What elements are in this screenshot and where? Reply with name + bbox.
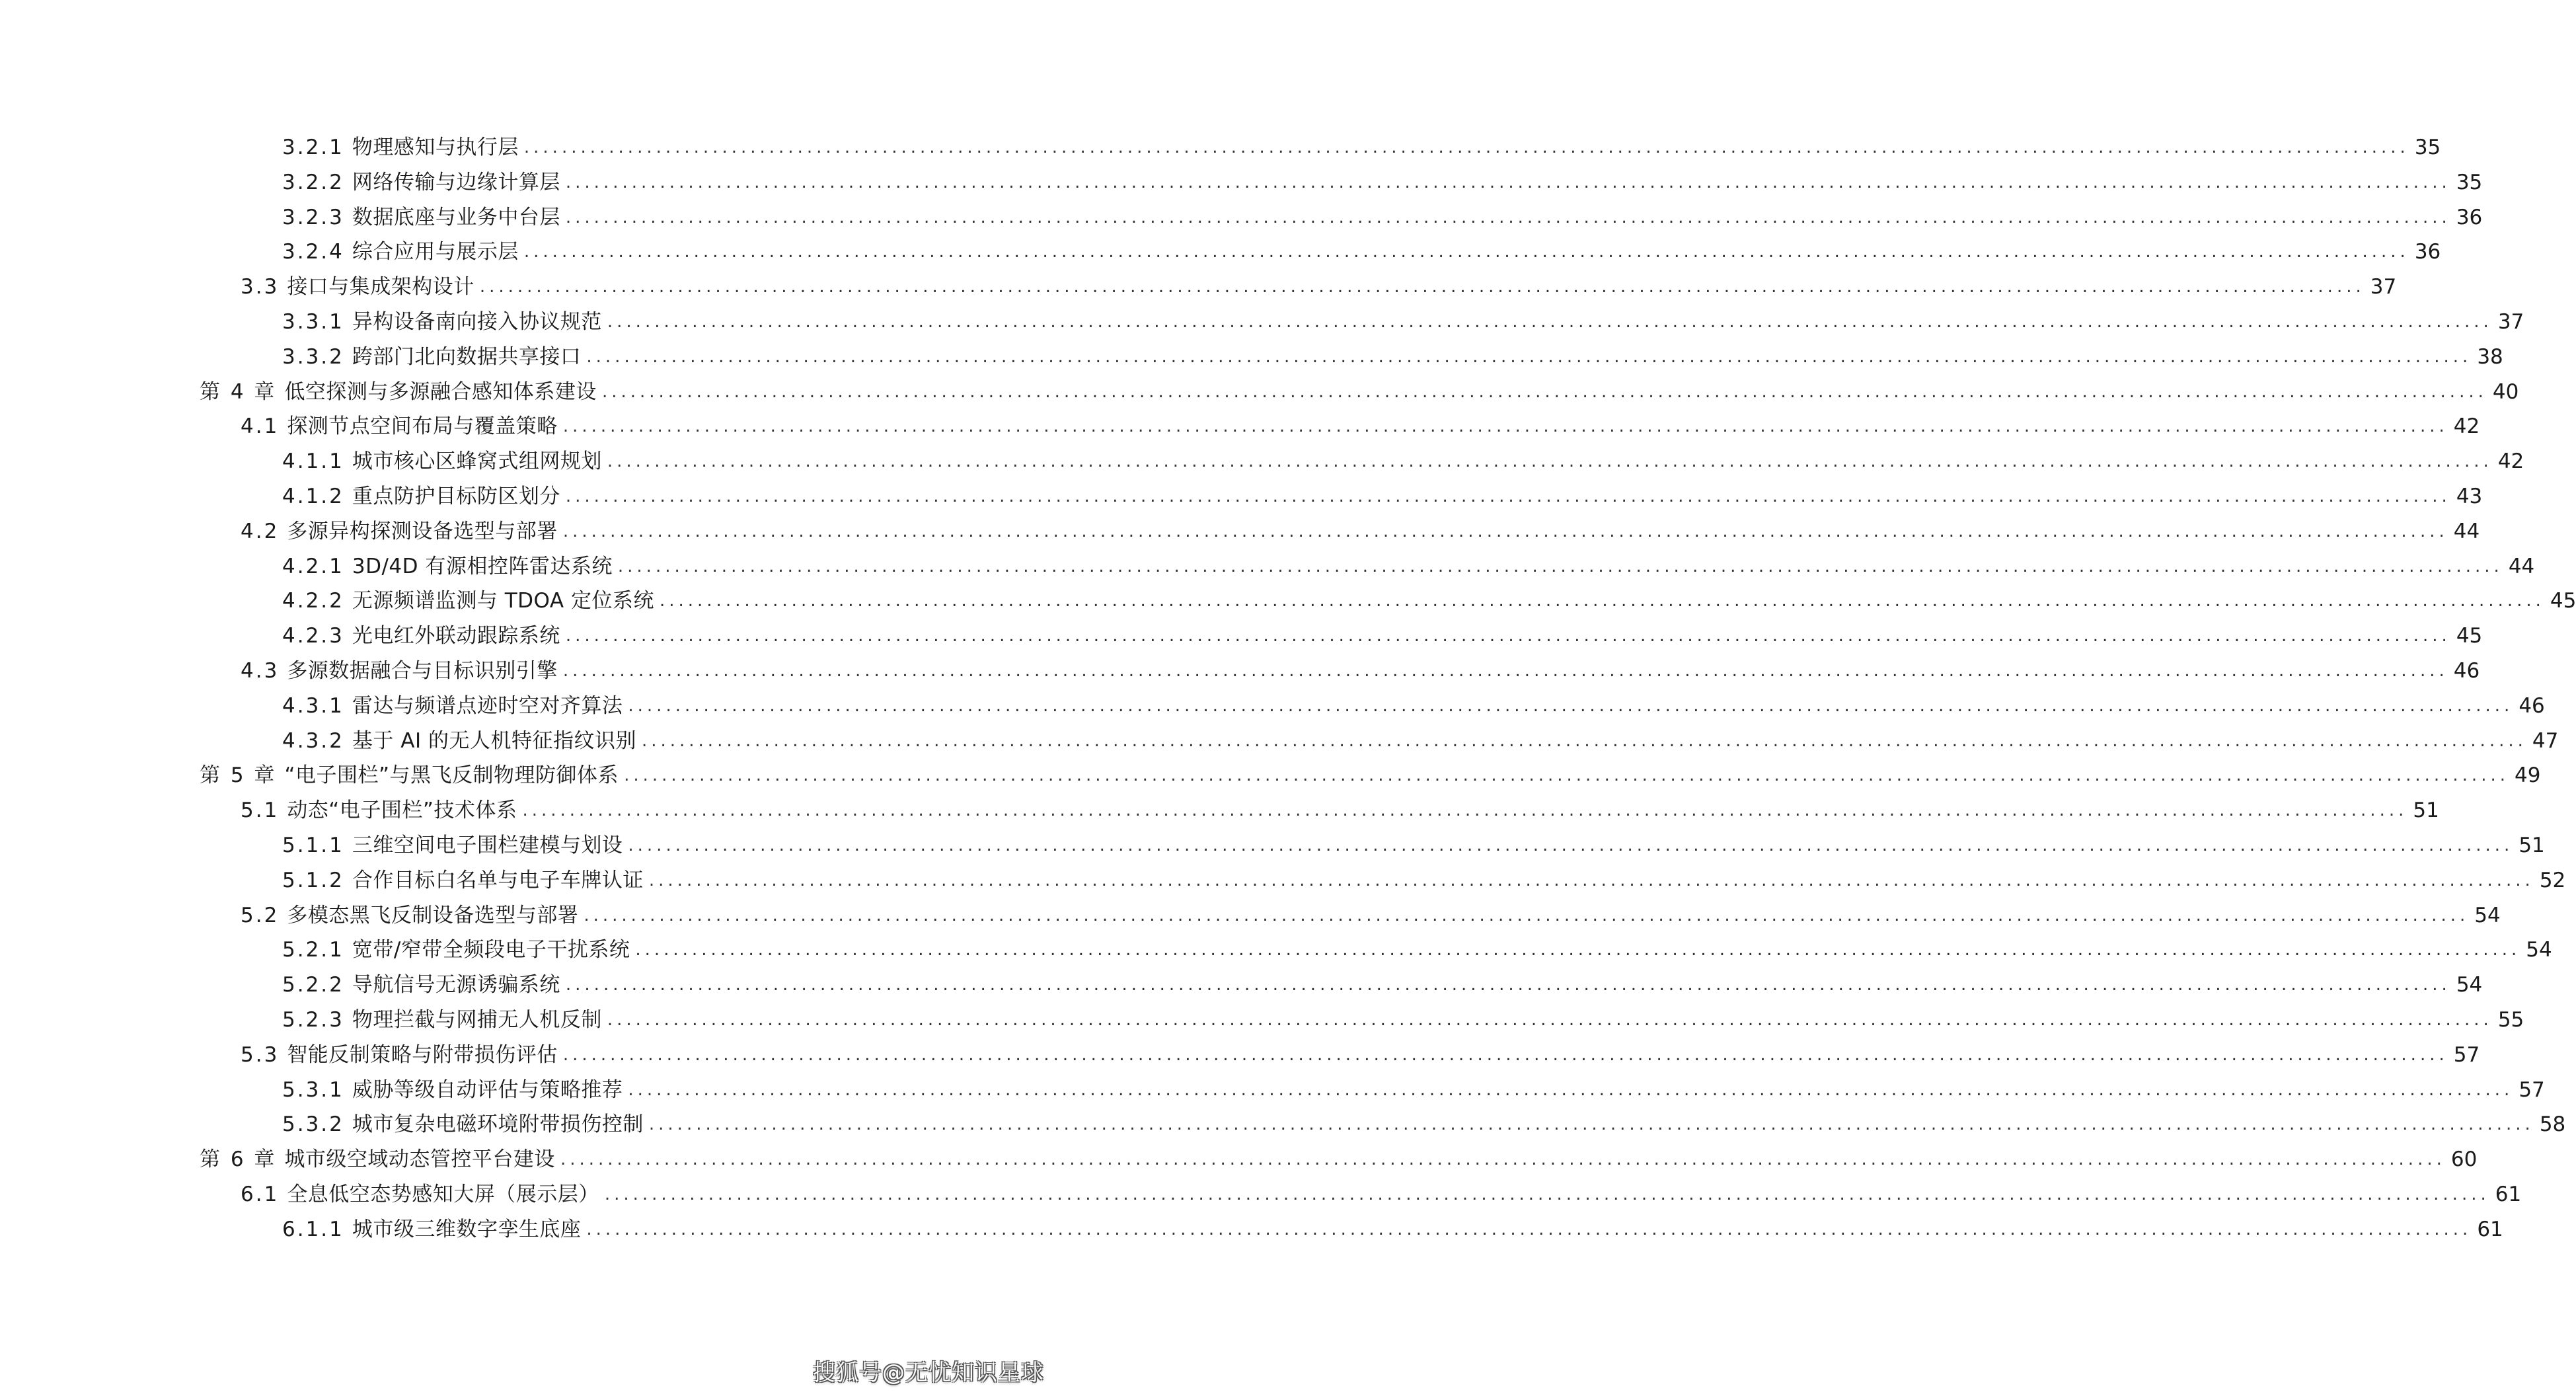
toc-dot-leader: ........................................................................................................................................................................................................ — [522, 800, 2408, 821]
toc-entry[interactable] — [282, 1106, 2566, 1142]
toc-entry-page: 47 — [2532, 728, 2559, 753]
toc-entry[interactable] — [241, 793, 2439, 828]
toc-entry[interactable] — [241, 408, 2480, 444]
toc-entry-page: 38 — [2477, 344, 2503, 369]
toc-entry-page: 60 — [2450, 1147, 2478, 1172]
toc-entry-number: 3.2.1 — [282, 136, 344, 159]
toc-entry-title: 数据底座与业务中台层 — [352, 205, 560, 229]
toc-entry-label — [282, 618, 560, 654]
toc-entry-label — [282, 583, 654, 619]
toc-entry-page: 57 — [2453, 1042, 2480, 1067]
toc-entry-label — [282, 723, 636, 759]
toc-entry-title: 重点防护目标防区划分 — [352, 485, 560, 508]
toc-entry[interactable] — [282, 1002, 2524, 1038]
toc-entry-label — [241, 1177, 599, 1212]
toc-entry-number: 4.3 — [241, 659, 280, 683]
toc-entry-title: 基于 AI 的无人机特征指纹识别 — [352, 728, 636, 753]
toc-entry[interactable] — [282, 479, 2483, 514]
toc-entry[interactable] — [241, 269, 2397, 305]
toc-entry[interactable] — [200, 374, 2519, 410]
toc-entry[interactable] — [282, 444, 2524, 479]
toc-entry[interactable] — [282, 932, 2552, 968]
toc-entry-label — [282, 165, 560, 200]
toc-entry-page: 61 — [2495, 1183, 2522, 1206]
toc-entry-title: 雷达与频谱点迹时空对齐算法 — [352, 693, 623, 718]
toc-dot-leader: ........................................................................................................................................................................................................ — [624, 765, 2509, 786]
toc-entry-page: 45 — [2456, 624, 2483, 648]
toc-entry-title: 3D/4D 有源相控阵雷达系统 — [352, 554, 613, 578]
toc-entry-number: 3.3.2 — [282, 344, 344, 369]
toc-entry-number: 4.1.1 — [282, 449, 344, 474]
toc-entry[interactable] — [282, 967, 2483, 1003]
toc-entry-number: 第 5 章 — [200, 763, 277, 788]
toc-entry-number: 5.3 — [241, 1042, 280, 1067]
toc-dot-leader: ........................................................................................................................................................................................................ — [607, 451, 2493, 472]
toc-entry-title: 威胁等级自动评估与策略推荐 — [352, 1077, 623, 1102]
toc-dot-leader: ........................................................................................................................................................................................................ — [641, 730, 2527, 751]
toc-entry[interactable] — [282, 549, 2535, 584]
toc-dot-leader: ........................................................................................................................................................................................................ — [659, 591, 2545, 611]
toc-entry-page: 54 — [2474, 903, 2501, 927]
toc-entry-page: 42 — [2453, 414, 2480, 439]
toc-entry-title: 全息低空态势感知大屏（展示层） — [287, 1183, 599, 1206]
toc-entry-label — [200, 374, 597, 410]
toc-dot-leader: ........................................................................................................................................................................................................ — [479, 277, 2365, 297]
toc-entry-page: 43 — [2456, 485, 2483, 508]
toc-entry-page: 54 — [2456, 973, 2483, 997]
toc-entry-label — [282, 304, 602, 340]
toc-entry-label — [241, 514, 558, 549]
toc-entry-page: 61 — [2477, 1217, 2503, 1241]
toc-entry-page: 46 — [2519, 693, 2545, 718]
toc-dot-leader: ........................................................................................................................................................................................................ — [584, 905, 2470, 925]
toc-entry-label — [282, 549, 613, 584]
toc-dot-leader: ........................................................................................................................................................................................................ — [628, 1079, 2514, 1100]
toc-entry[interactable] — [282, 723, 2559, 759]
toc-entry[interactable] — [282, 688, 2545, 724]
toc-entry-label — [241, 898, 578, 933]
toc-entry-page: 37 — [2370, 275, 2397, 299]
toc-entry-page: 36 — [2414, 240, 2441, 264]
toc-entry-number: 5.2.1 — [282, 938, 344, 962]
toc-entry-page: 49 — [2515, 763, 2541, 788]
toc-entry[interactable] — [200, 1142, 2478, 1177]
toc-entry-title: 动态“电子围栏”技术体系 — [287, 798, 517, 823]
toc-entry-label — [282, 339, 581, 375]
toc-entry-page: 51 — [2413, 798, 2439, 823]
toc-entry-number: 5.2.2 — [282, 973, 344, 997]
toc-dot-leader: ........................................................................................................................................................................................................ — [565, 172, 2451, 192]
toc-dot-leader: ........................................................................................................................................................................................................ — [607, 312, 2493, 332]
toc-dot-leader: ........................................................................................................................................................................................................ — [523, 137, 2409, 157]
toc-dot-leader: ........................................................................................................................................................................................................ — [648, 1114, 2534, 1135]
toc-entry-label — [282, 130, 519, 165]
toc-entry[interactable] — [282, 828, 2545, 863]
toc-entry-page: 46 — [2453, 659, 2480, 683]
toc-entry-label — [282, 1002, 602, 1038]
toc-entry-title: 网络传输与边缘计算层 — [352, 170, 560, 194]
toc-entry-title: 光电红外联动跟踪系统 — [352, 624, 560, 648]
toc-dot-leader: ........................................................................................................................................................................................................ — [604, 1184, 2490, 1204]
toc-entry[interactable] — [241, 898, 2501, 933]
toc-dot-leader: ........................................................................................................................................................................................................ — [565, 207, 2451, 227]
toc-entry-title: 接口与集成架构设计 — [287, 275, 474, 299]
toc-dot-leader: ........................................................................................................................................................................................................ — [523, 242, 2409, 262]
toc-entry-label — [282, 967, 560, 1003]
toc-entry[interactable] — [282, 339, 2503, 375]
toc-entry-number: 4.3.2 — [282, 728, 344, 753]
toc-dot-leader: ........................................................................................................................................................................................................ — [607, 1010, 2493, 1030]
toc-entry-label — [282, 828, 623, 863]
toc-entry[interactable] — [241, 1177, 2522, 1212]
toc-entry-number: 6.1 — [241, 1183, 280, 1206]
toc-entry-number: 4.2 — [241, 519, 280, 543]
toc-entry[interactable] — [282, 618, 2483, 654]
toc-entry-title: 城市级三维数字孪生底座 — [352, 1217, 582, 1241]
toc-entry-title: 三维空间电子围栏建模与划设 — [352, 834, 623, 857]
toc-entry-number: 4.2.1 — [282, 554, 344, 578]
toc-entry-label — [241, 793, 517, 828]
toc-entry-label — [282, 1212, 581, 1247]
toc-dot-leader: ........................................................................................................................................................................................................ — [648, 870, 2534, 890]
toc-entry-number: 4.1.2 — [282, 485, 344, 508]
toc-entry-label — [282, 234, 519, 270]
toc-entry-number: 3.2.2 — [282, 170, 344, 194]
toc-entry-page: 45 — [2550, 589, 2576, 613]
toc-entry[interactable] — [282, 583, 2576, 619]
toc-entry-title: 综合应用与展示层 — [352, 240, 519, 264]
toc-entry-title: 城市核心区蜂窝式组网规划 — [352, 449, 602, 474]
toc-entry[interactable] — [282, 200, 2483, 235]
toc-dot-leader: ........................................................................................................................................................................................................ — [565, 486, 2451, 506]
toc-entry-number: 5.1.2 — [282, 868, 344, 892]
toc-entry-label — [200, 1142, 555, 1177]
toc-entry-title: “电子围栏”与黑飞反制物理防御体系 — [284, 763, 619, 788]
toc-entry[interactable] — [282, 1072, 2545, 1108]
toc-entry[interactable] — [282, 130, 2441, 165]
toc-dot-leader: ........................................................................................................................................................................................................ — [565, 975, 2451, 995]
toc-dot-leader: ........................................................................................................................................................................................................ — [635, 940, 2521, 960]
watermark: 搜狐号@无忧知识星球 — [813, 1360, 1044, 1386]
toc-entry[interactable] — [241, 653, 2480, 689]
toc-entry-title: 多源异构探测设备选型与部署 — [287, 519, 558, 543]
toc-entry-page: 44 — [2508, 554, 2535, 578]
toc-dot-leader: ........................................................................................................................................................................................................ — [565, 626, 2451, 646]
toc-entry-page: 57 — [2519, 1077, 2545, 1102]
toc-entry-number: 3.2.3 — [282, 205, 344, 229]
toc-dot-leader: ........................................................................................................................................................................................................ — [562, 521, 2448, 541]
toc-entry-number: 3.2.4 — [282, 240, 344, 264]
toc-entry-number: 6.1.1 — [282, 1217, 344, 1241]
toc-entry-page: 35 — [2414, 136, 2441, 159]
toc-dot-leader: ........................................................................................................................................................................................................ — [628, 695, 2514, 716]
toc-entry-number: 5.3.2 — [282, 1112, 344, 1137]
toc-entry-number: 4.2.2 — [282, 589, 344, 613]
toc-entry-label — [282, 932, 630, 968]
toc-entry-page: 44 — [2453, 519, 2480, 543]
toc-entry-page: 40 — [2492, 379, 2519, 404]
toc-entry-number: 3.3 — [241, 275, 280, 299]
toc-entry-number: 4.2.3 — [282, 624, 344, 648]
toc-entry-number: 5.1 — [241, 798, 280, 823]
toc-entry-number: 5.1.1 — [282, 834, 344, 857]
toc-entry-label — [241, 1037, 558, 1073]
toc-entry-title: 多源数据融合与目标识别引擎 — [287, 659, 558, 683]
toc-dot-leader: ........................................................................................................................................................................................................ — [562, 661, 2448, 681]
toc-entry-label — [200, 757, 619, 793]
toc-entry-number: 5.2.3 — [282, 1008, 344, 1032]
toc-entry-label — [241, 653, 558, 689]
toc-entry-title: 探测节点空间布局与覆盖策略 — [287, 414, 558, 439]
toc-entry-number: 第 6 章 — [200, 1147, 277, 1172]
toc-entry[interactable] — [282, 165, 2483, 200]
toc-entry[interactable] — [282, 304, 2524, 340]
toc-entry-title: 多模态黑飞反制设备选型与部署 — [287, 903, 579, 927]
toc-entry-label — [282, 1106, 644, 1142]
toc-entry-title: 物理感知与执行层 — [352, 136, 519, 159]
toc-entry[interactable] — [282, 1212, 2503, 1247]
toc-entry-title: 物理拦截与网捕无人机反制 — [352, 1008, 602, 1032]
toc-entry[interactable] — [241, 514, 2480, 549]
toc-entry-title: 无源频谱监测与 TDOA 定位系统 — [352, 589, 654, 613]
toc-entry[interactable] — [282, 234, 2441, 270]
toc-entry-title: 城市复杂电磁环境附带损伤控制 — [352, 1112, 644, 1137]
toc-entry-number: 3.3.1 — [282, 310, 344, 334]
toc-dot-leader: ........................................................................................................................................................................................................ — [562, 1044, 2448, 1065]
toc-entry-title: 异构设备南向接入协议规范 — [352, 310, 602, 334]
toc-entry-number: 5.2 — [241, 903, 280, 927]
toc-entry-page: 51 — [2519, 834, 2545, 857]
toc-entry-number: 5.3.1 — [282, 1077, 344, 1102]
toc-dot-leader: ........................................................................................................................................................................................................ — [617, 556, 2503, 576]
toc-entry[interactable] — [241, 1037, 2480, 1073]
toc-entry-label — [282, 863, 644, 898]
toc-entry-number: 4.1 — [241, 414, 280, 439]
toc-entry-title: 跨部门北向数据共享接口 — [352, 344, 582, 369]
toc-dot-leader: ........................................................................................................................................................................................................ — [560, 1149, 2446, 1170]
toc-entry-page: 36 — [2456, 205, 2483, 229]
toc-entry-title: 合作目标白名单与电子车牌认证 — [352, 868, 644, 892]
toc-entry-label — [282, 444, 602, 479]
toc-dot-leader: ........................................................................................................................................................................................................ — [586, 1219, 2472, 1239]
toc-entry-title: 低空探测与多源融合感知体系建设 — [284, 379, 597, 404]
toc-entry-label — [282, 1072, 623, 1108]
toc-entry-label — [241, 408, 558, 444]
toc-dot-leader: ........................................................................................................................................................................................................ — [628, 835, 2514, 855]
toc-entry[interactable] — [282, 863, 2566, 898]
toc-entry-number: 4.3.1 — [282, 693, 344, 718]
toc-entry-page: 42 — [2497, 449, 2524, 474]
toc-entry-page: 58 — [2539, 1112, 2566, 1137]
toc-dot-leader: ........................................................................................................................................................................................................ — [586, 346, 2472, 367]
toc-entry-label — [282, 479, 560, 514]
toc-dot-leader: ........................................................................................................................................................................................................ — [562, 416, 2448, 437]
toc-entry-label — [282, 200, 560, 235]
toc-entry-title: 宽带/窄带全频段电子干扰系统 — [352, 938, 630, 962]
toc-entry-title: 城市级空域动态管控平台建设 — [284, 1147, 555, 1172]
toc-entry-label — [241, 269, 474, 305]
toc-entry-page: 54 — [2526, 938, 2552, 962]
toc-entry[interactable] — [200, 757, 2541, 793]
toc-dot-leader: ........................................................................................................................................................................................................ — [601, 381, 2487, 402]
toc-entry-page: 35 — [2456, 170, 2483, 194]
toc-entry-title: 导航信号无源诱骗系统 — [352, 973, 560, 997]
toc-entry-title: 智能反制策略与附带损伤评估 — [287, 1042, 558, 1067]
toc-entry-page: 37 — [2497, 310, 2524, 334]
toc-entry-label — [282, 688, 623, 724]
toc-entry-page: 52 — [2539, 868, 2566, 892]
toc-entry-page: 55 — [2497, 1008, 2524, 1032]
toc-entry-number: 第 4 章 — [200, 379, 277, 404]
